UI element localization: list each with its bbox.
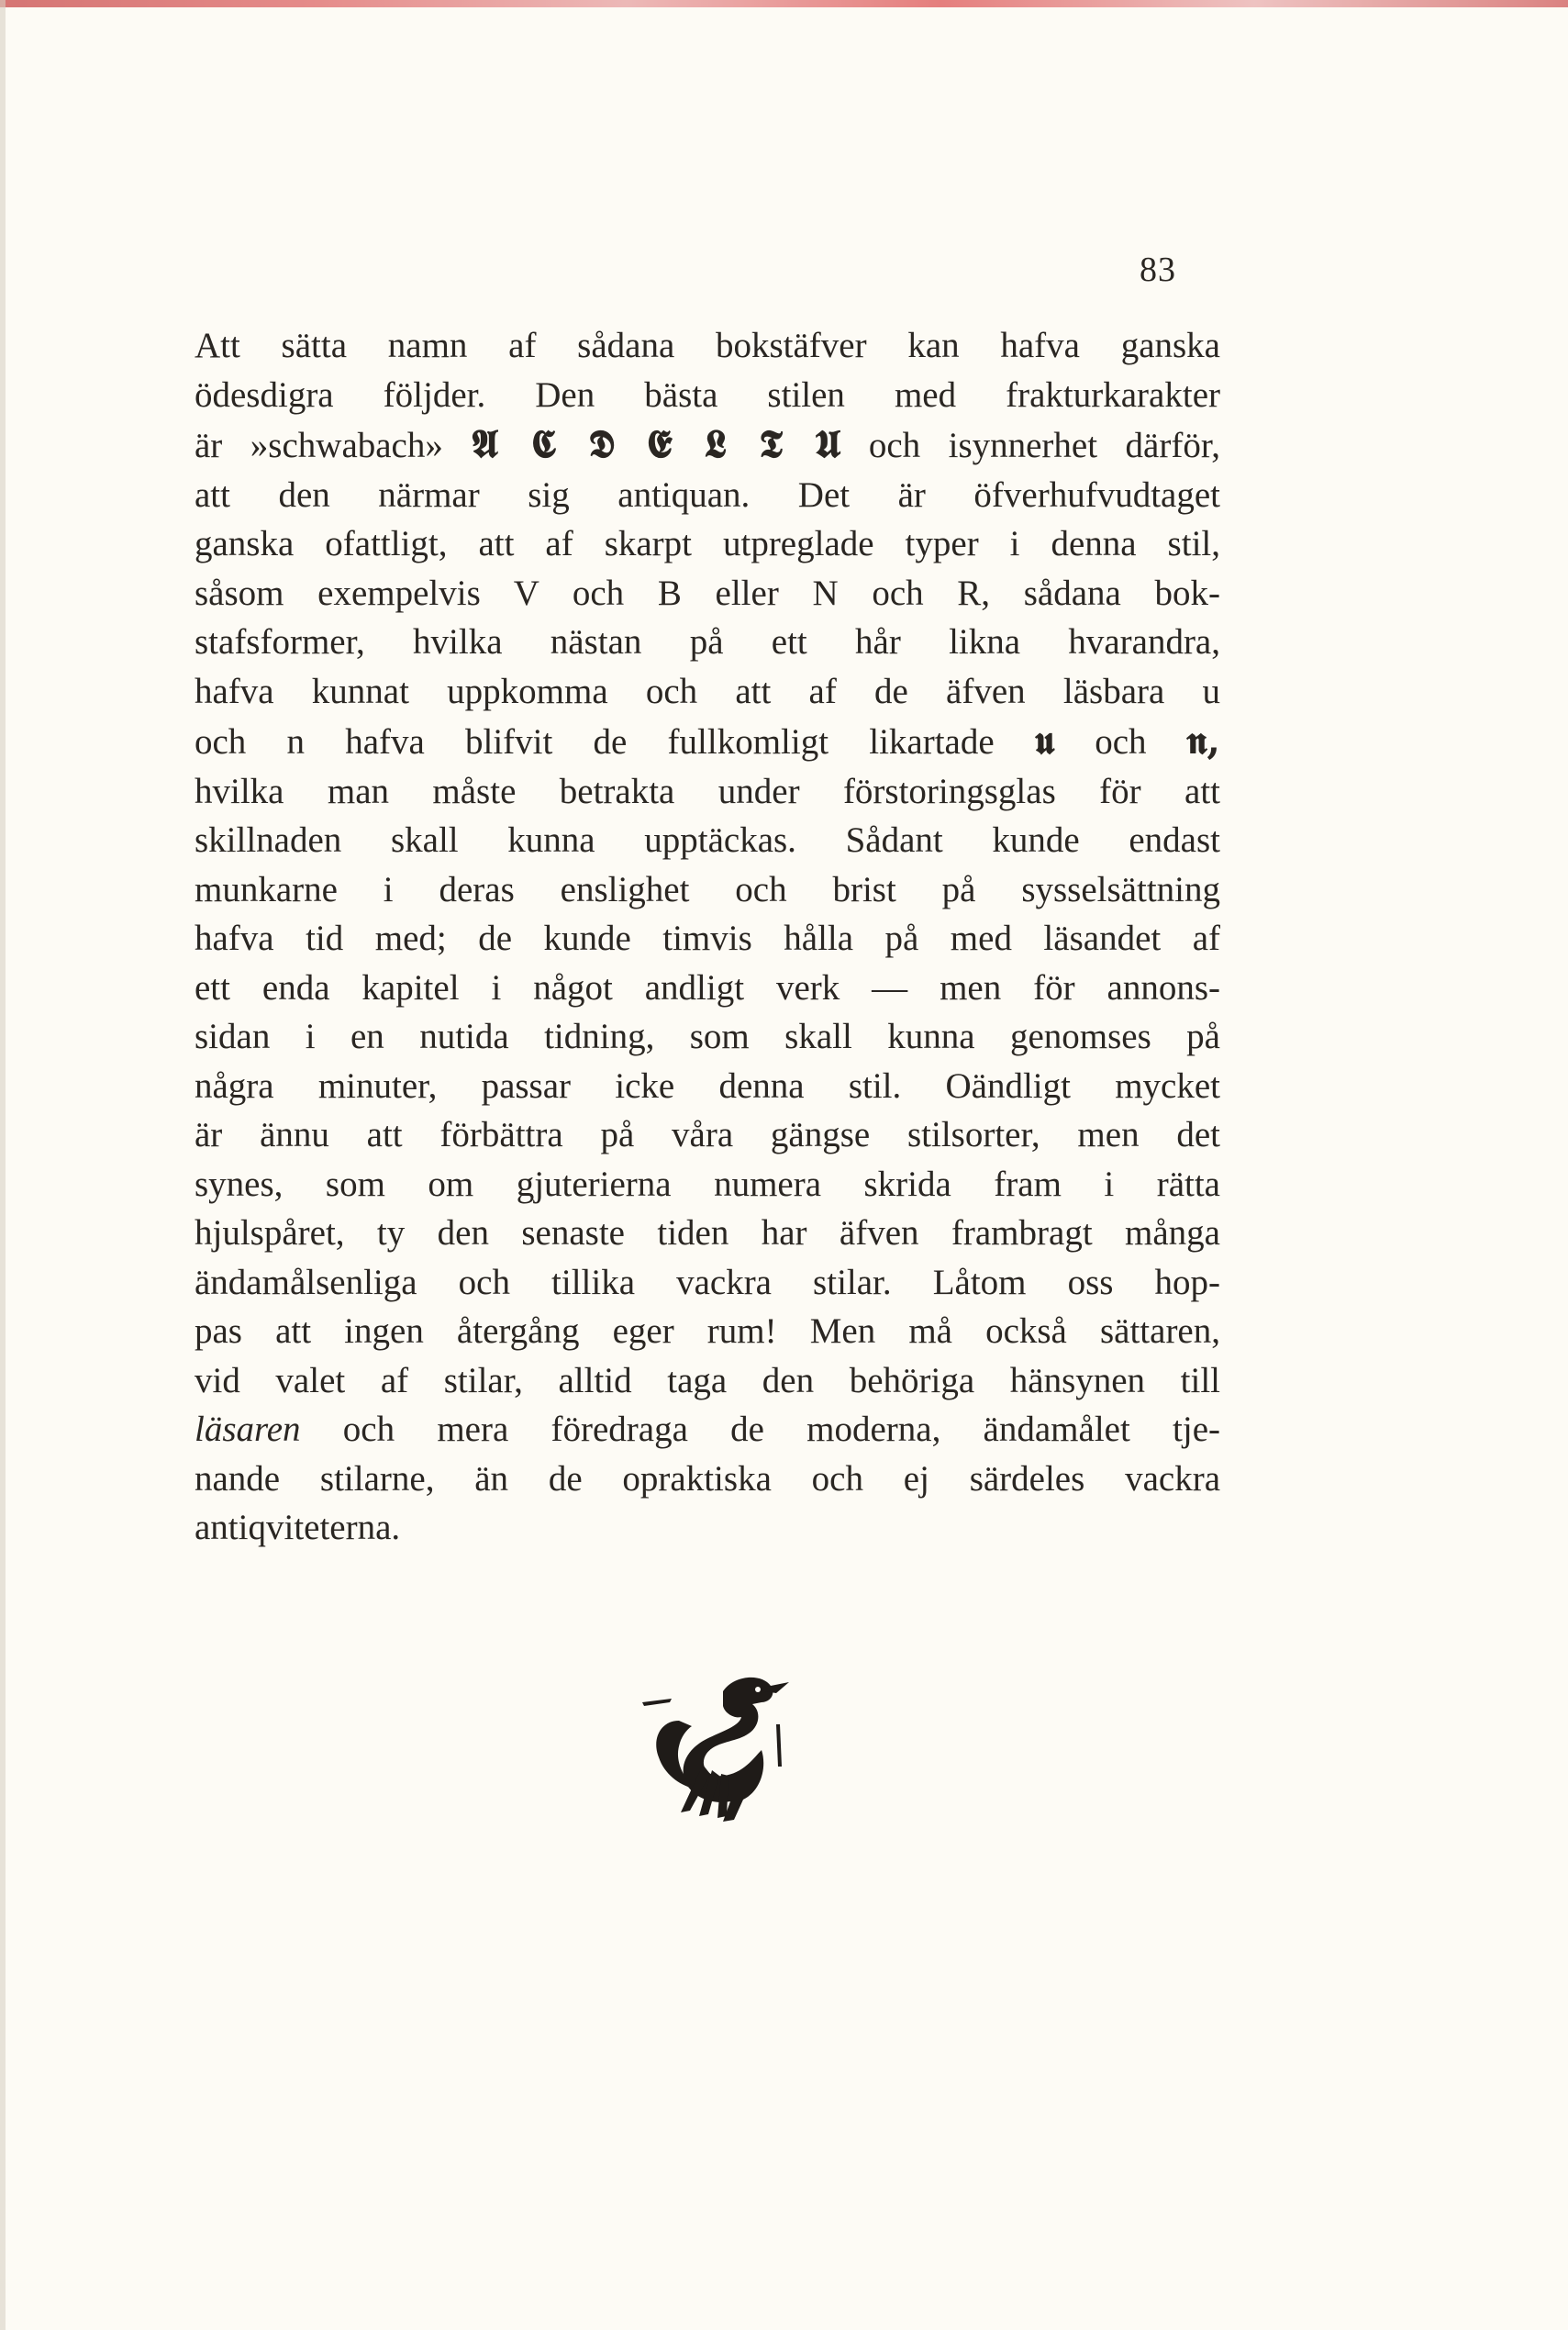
text-line-italic <box>195 1405 1220 1455</box>
dragon-vignette-icon <box>615 1666 798 1831</box>
text-line: vid valet af stilar, alltid taga den behöriga hänsynen till <box>195 1360 1220 1400</box>
text-line: att den närmar sig antiquan. Det är öfverhufvudtaget <box>195 474 1220 515</box>
text-line-fraktur-sample <box>195 419 1220 471</box>
text-line: ganska ofattligt, att af skarpt utpreglade typer i denna stil, <box>195 524 1220 563</box>
text-line: nande stilarne, än de opraktiska och ej särdeles vackra <box>195 1458 1220 1499</box>
text-line: några minuter, passar icke denna stil. Oändligt mycket <box>195 1065 1220 1106</box>
fraktur-letters: 𝕬 𝕮 𝕯 𝕰 𝕷 𝕿 𝖀 <box>471 421 841 466</box>
text-line: hjulspåret, ty den senaste tiden har äfven frambragt många <box>195 1213 1220 1253</box>
text-line: ödesdigra följder. Den bästa stilen med frakturkarakter <box>195 374 1220 415</box>
fraktur-n: 𝖓, <box>1186 718 1221 763</box>
text-line: pas att ingen återgång eger rum! Men må också sättaren, <box>195 1311 1220 1351</box>
text-line: munkarne i deras enslighet och brist på sysselsättning <box>195 869 1220 909</box>
text-line: sidan i en nutida tidning, som skall kunna genomses på <box>195 1017 1220 1056</box>
text-line: stafsformer, hvilka nästan på ett hår likna hvarandra, <box>195 622 1220 662</box>
text-line: Att sätta namn af sådana bokstäfver kan hafva ganska <box>195 326 1220 365</box>
text-line: ett enda kapitel i något andligt verk — men för annons- <box>195 967 1220 1008</box>
page-number: 83 <box>1140 251 1176 289</box>
text-line: hvilka man måste betrakta under förstoringsglas för att <box>195 771 1220 811</box>
body-text <box>195 321 1220 1553</box>
page-edge-top <box>0 0 1568 7</box>
text-line: ändamålsenliga och tillika vackra stilar. Låtom oss hop- <box>195 1262 1220 1302</box>
text-fragment: och n hafva blifvit de fullkomligt likartade <box>195 722 995 762</box>
italic-word: läsaren <box>195 1410 301 1449</box>
page-edge-left <box>0 0 6 2330</box>
text-line: hafva tid med; de kunde timvis hålla på med läsandet af <box>195 919 1220 958</box>
text-fragment: och mera föredraga de moderna, ändamålet tje- <box>342 1410 1220 1449</box>
text-line: såsom exempelvis V och B eller N och R, sådana bok- <box>195 573 1220 613</box>
fraktur-u: 𝖚 <box>1034 718 1055 763</box>
text-line-fraktur-un <box>195 716 1220 767</box>
text-line: synes, som om gjuterierna numera skrida fram i rätta <box>195 1164 1220 1204</box>
text-line: är ännu att förbättra på våra gängse stilsorter, men det <box>195 1115 1220 1154</box>
text-fragment: är »schwabach» <box>195 426 443 465</box>
text-fragment: och isynnerhet därför, <box>868 426 1221 465</box>
text-line: skillnaden skall kunna upptäckas. Sådant kunde endast <box>195 820 1220 860</box>
text-line-last: antiqviteterna. <box>195 1508 401 1547</box>
text-fragment: och <box>1095 722 1147 762</box>
text-line: hafva kunnat uppkomma och att af de äfven läsbara u <box>195 671 1220 711</box>
